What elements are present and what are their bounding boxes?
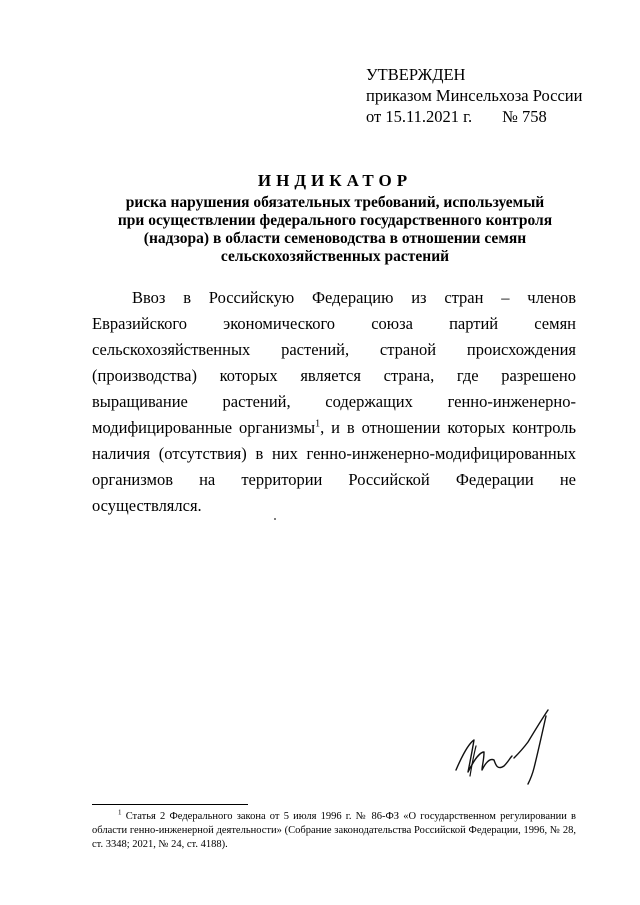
title-subtitle <box>90 194 580 266</box>
subtitle-line: при осуществлении федерального государственного контроля <box>117 212 553 229</box>
footnote-separator <box>92 804 248 805</box>
indicator-text-part: , и в отношении которых контроль наличия (отсутствия) в них генно-инженерно-модифицированных организмов на территории Российской Федерации не осуществлялся. <box>92 418 577 515</box>
footnote-mark: 1 <box>118 808 122 817</box>
approval-date-number <box>366 106 582 127</box>
subtitle-line: (надзора) в области семеноводства в отношении семян <box>143 230 527 247</box>
signature-image <box>452 706 562 786</box>
scan-speck <box>274 518 276 520</box>
footnote-reference[interactable]: 1 <box>315 418 321 430</box>
indicator-text-part: Ввоз в Российскую Федерацию из стран – членов Евразийского экономического союза партий семян сельскохозяйственных растений, страной происхождения (производства) которых является страна, где разрешено выращивание растений, содержащих генно-инженерно-модифицированные организмы <box>92 288 576 437</box>
footnote-text: Статья 2 Федерального закона от 5 июля 1996 г. № 86-ФЗ «О государственном регулировании в области генно-инженерной деятельности» (Собрание законодательства Российской Федерации, 1996, № 28, ст. 3348; 2021, № 24, ст. 4188). <box>92 811 576 850</box>
approval-authority: приказом Минсельхоза России <box>366 86 583 105</box>
subtitle-line: сельскохозяйственных растений <box>220 248 450 265</box>
indicator-text <box>92 285 576 519</box>
approval-number: № 758 <box>502 107 547 126</box>
footnote <box>92 810 576 852</box>
subtitle-line: риска нарушения обязательных требований, используемый <box>125 194 545 211</box>
title-heading: ИНДИКАТОР <box>257 171 413 190</box>
document-title <box>90 170 580 266</box>
approval-stamp <box>366 64 582 127</box>
approval-date: от 15.11.2021 г. <box>366 107 473 126</box>
approval-status: УТВЕРЖДЕН <box>366 65 466 84</box>
